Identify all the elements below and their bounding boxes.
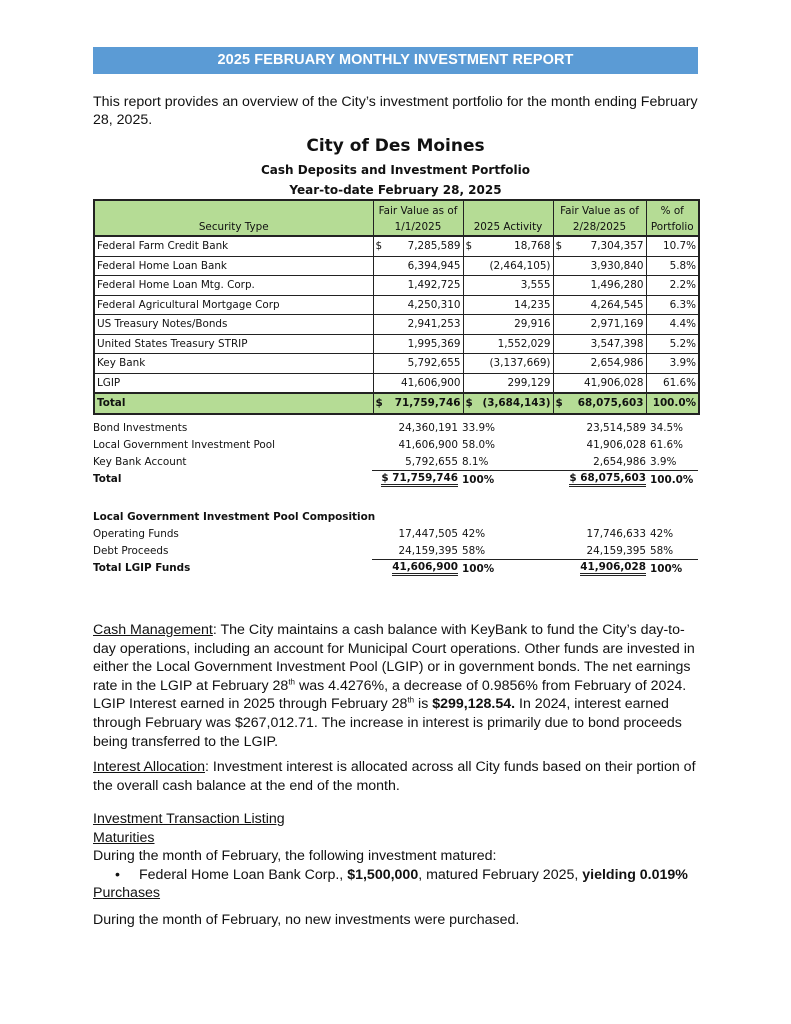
currency-symbol: $ bbox=[465, 397, 473, 410]
cell-value: 7,285,589 bbox=[407, 240, 461, 253]
cell-activity bbox=[463, 256, 553, 276]
header-pct: % of Portfolio bbox=[646, 200, 699, 236]
value-start bbox=[372, 419, 462, 436]
value-end bbox=[552, 471, 650, 489]
cell-fv-start bbox=[373, 393, 463, 414]
cell-value: (3,137,669) bbox=[489, 357, 551, 370]
value-start bbox=[372, 542, 462, 560]
cell-value: 3,547,398 bbox=[590, 337, 644, 350]
value-end bbox=[552, 525, 650, 542]
row-label: Total bbox=[93, 473, 122, 486]
pct-end: 58% bbox=[650, 544, 674, 557]
transactions-section bbox=[93, 810, 703, 930]
portfolio-header-row bbox=[94, 200, 699, 236]
pct-start: 100% bbox=[462, 471, 552, 489]
intro-paragraph: This report provides an overview of the City’s investment portfolio for the month ending February 28, 2025. bbox=[93, 94, 698, 128]
cell-value: 1,995,369 bbox=[407, 337, 461, 350]
report-banner: 2025 FEBRUARY MONTHLY INVESTMENT REPORT bbox=[93, 47, 698, 74]
cell-value: 68,075,603 bbox=[577, 397, 644, 410]
value-text: 24,159,395 bbox=[586, 544, 646, 557]
cell-value: 2,654,986 bbox=[590, 357, 644, 370]
value-text: 41,906,028 bbox=[586, 438, 646, 451]
pct-end: 3.9% bbox=[650, 455, 677, 468]
cell-pct: 2.2% bbox=[646, 276, 699, 296]
cell-value: 1,552,029 bbox=[497, 337, 551, 350]
header-security-type: Security Type bbox=[94, 200, 373, 236]
cell-value: 71,759,746 bbox=[394, 397, 461, 410]
cell-pct: 6.3% bbox=[646, 295, 699, 315]
cell-fv-end bbox=[553, 295, 646, 315]
value-end bbox=[552, 436, 650, 453]
portfolio-row bbox=[94, 236, 699, 256]
cell-activity bbox=[463, 276, 553, 296]
pct-end: 61.6% bbox=[650, 438, 684, 451]
portfolio-row bbox=[94, 276, 699, 296]
portfolio-row bbox=[94, 354, 699, 374]
header-fv-end: Fair Value as of 2/28/2025 bbox=[553, 200, 646, 236]
row-label: Operating Funds bbox=[93, 527, 179, 540]
cell-fv-start bbox=[373, 315, 463, 335]
cell-pct: 100.0% bbox=[646, 393, 699, 414]
header-fv-start: Fair Value as of 1/1/2025 bbox=[373, 200, 463, 236]
pct-end: 34.5% bbox=[650, 421, 684, 434]
value-start bbox=[372, 436, 462, 453]
value-text: 5,792,655 bbox=[405, 455, 458, 468]
cell-value: 3,555 bbox=[520, 279, 551, 292]
pct-start: 42% bbox=[462, 527, 486, 540]
value-text: 17,746,633 bbox=[586, 527, 646, 540]
purchases-text: During the month of February, no new investments were purchased. bbox=[93, 911, 520, 928]
cell-fv-start bbox=[373, 295, 463, 315]
cell-fv-end bbox=[553, 236, 646, 256]
summary-row bbox=[93, 453, 698, 471]
pct-end: 100.0% bbox=[650, 471, 698, 489]
maturity-amount: $1,500,000 bbox=[347, 866, 419, 883]
cell-pct: 5.8% bbox=[646, 256, 699, 276]
cell-value: 2,941,253 bbox=[407, 318, 461, 331]
cell-pct: 4.4% bbox=[646, 315, 699, 335]
value-text: 24,360,191 bbox=[398, 421, 458, 434]
currency-symbol: $ bbox=[555, 397, 563, 410]
report-titles bbox=[93, 134, 698, 200]
portfolio-row bbox=[94, 315, 699, 335]
value-text: $ 71,759,746 bbox=[381, 472, 458, 487]
value-text: 2,654,986 bbox=[593, 455, 646, 468]
org-title: City of Des Moines bbox=[306, 136, 485, 156]
value-start bbox=[372, 471, 462, 489]
cell-value: 4,264,545 bbox=[590, 298, 644, 311]
currency-symbol: $ bbox=[465, 240, 473, 253]
cell-fv-start bbox=[373, 354, 463, 374]
summary-total-row bbox=[93, 471, 698, 489]
cell-activity bbox=[463, 315, 553, 335]
value-start bbox=[372, 560, 462, 578]
maturity-yield: yielding 0.019% bbox=[582, 866, 688, 883]
cell-pct: 3.9% bbox=[646, 354, 699, 374]
cell-value: 299,129 bbox=[507, 376, 551, 389]
cell-fv-start bbox=[373, 276, 463, 296]
portfolio-row bbox=[94, 256, 699, 276]
cell-security-type: LGIP bbox=[94, 373, 373, 393]
cell-value: 3,930,840 bbox=[590, 259, 644, 272]
cell-value: 5,792,655 bbox=[407, 357, 461, 370]
header-activity: 2025 Activity bbox=[463, 200, 553, 236]
cash-management-heading: Cash Management bbox=[93, 622, 213, 638]
interest-earned-2025: $299,128.54. bbox=[432, 696, 516, 713]
value-text: 17,447,505 bbox=[398, 527, 458, 540]
value-start bbox=[372, 453, 462, 471]
cell-value: 4,250,310 bbox=[407, 298, 461, 311]
summary-row bbox=[93, 419, 698, 436]
bullet-icon: • bbox=[115, 866, 120, 883]
value-text: 41,606,900 bbox=[392, 561, 458, 576]
cell-fv-end bbox=[553, 354, 646, 374]
maturities-heading: Maturities bbox=[93, 829, 155, 846]
summary-row bbox=[93, 525, 698, 542]
transactions-heading: Investment Transaction Listing bbox=[93, 811, 285, 827]
cell-security-type: US Treasury Notes/Bonds bbox=[94, 315, 373, 335]
cell-activity bbox=[463, 373, 553, 393]
cell-pct: 5.2% bbox=[646, 334, 699, 354]
currency-symbol: $ bbox=[555, 240, 563, 253]
portfolio-row bbox=[94, 334, 699, 354]
cell-activity bbox=[463, 393, 553, 414]
cell-activity bbox=[463, 295, 553, 315]
pct-start: 100% bbox=[462, 560, 552, 578]
cell-value: 1,492,725 bbox=[407, 279, 461, 292]
cell-value: 29,916 bbox=[514, 318, 551, 331]
cell-fv-end bbox=[553, 373, 646, 393]
cell-activity bbox=[463, 334, 553, 354]
value-text: 41,606,900 bbox=[398, 438, 458, 451]
cell-value: (3,684,143) bbox=[482, 397, 551, 410]
lgip-heading-row bbox=[93, 508, 698, 525]
currency-symbol: $ bbox=[375, 240, 383, 253]
pct-start: 58% bbox=[462, 544, 486, 557]
cell-value: 2,971,169 bbox=[590, 318, 644, 331]
value-text: 24,159,395 bbox=[398, 544, 458, 557]
cell-fv-end bbox=[553, 256, 646, 276]
summary-table bbox=[93, 419, 698, 488]
row-label: Total LGIP Funds bbox=[93, 562, 191, 575]
cell-security-type: Key Bank bbox=[94, 354, 373, 374]
cell-fv-start bbox=[373, 236, 463, 256]
row-label: Local Government Investment Pool bbox=[93, 438, 275, 451]
value-end bbox=[552, 453, 650, 471]
cell-activity bbox=[463, 354, 553, 374]
summary-total-row bbox=[93, 560, 698, 578]
portfolio-row bbox=[94, 373, 699, 393]
value-start bbox=[372, 525, 462, 542]
purchases-heading: Purchases bbox=[93, 885, 161, 902]
cell-fv-end bbox=[553, 315, 646, 335]
cell-value: (2,464,105) bbox=[489, 259, 551, 272]
maturity-list-item: • Federal Home Loan Bank Corp., $1,500,000, matured February 2025, yielding 0.019% bbox=[115, 866, 688, 883]
cell-value: 6,394,945 bbox=[407, 259, 461, 272]
cell-security-type: Federal Farm Credit Bank bbox=[94, 236, 373, 256]
pct-end: 100% bbox=[650, 560, 698, 578]
pct-start: 58.0% bbox=[462, 438, 496, 451]
cell-fv-start bbox=[373, 334, 463, 354]
cell-value: 41,606,900 bbox=[401, 376, 461, 389]
pct-start: 8.1% bbox=[462, 455, 489, 468]
cell-security-type: Total bbox=[94, 393, 373, 414]
row-label: Debt Proceeds bbox=[93, 544, 169, 557]
pct-start: 33.9% bbox=[462, 421, 496, 434]
cell-fv-end bbox=[553, 334, 646, 354]
cash-management-paragraph: Cash Management: The City maintains a cash balance with KeyBank to fund the City’s day-to-day operations, including an account for Municipal Court operations. Other funds are invested in either the Local Government Investment Pool (LGIP) or in government bonds. The net earnings rate in the LGIP at February 28th was 4.4276%, a decrease of 0.9856% from February of 2024. LGIP Interest earned in 2025 through February 28th is $299,128.54. In 2024, interest earned through February was $267,012.71. The increase in interest is primarily due to bond proceeds being transferred to the LGIP. bbox=[93, 622, 695, 750]
value-end bbox=[552, 542, 650, 560]
cell-activity bbox=[463, 236, 553, 256]
cell-security-type: Federal Home Loan Mtg. Corp. bbox=[94, 276, 373, 296]
value-end bbox=[552, 419, 650, 436]
currency-symbol: $ bbox=[375, 397, 383, 410]
cell-fv-start bbox=[373, 373, 463, 393]
cell-value: 18,768 bbox=[514, 240, 551, 253]
cell-fv-start bbox=[373, 256, 463, 276]
interest-allocation-paragraph: Interest Allocation: Investment interest is allocated across all City funds based on their portion of the overall cash balance at the end of the month. bbox=[93, 759, 696, 794]
cell-value: 7,304,357 bbox=[590, 240, 644, 253]
cell-fv-end bbox=[553, 276, 646, 296]
value-text: 41,906,028 bbox=[580, 561, 646, 576]
lgip-composition-table bbox=[93, 508, 698, 577]
cell-pct: 10.7% bbox=[646, 236, 699, 256]
cell-pct: 61.6% bbox=[646, 373, 699, 393]
summary-row bbox=[93, 542, 698, 560]
cell-fv-end bbox=[553, 393, 646, 414]
portfolio-table bbox=[93, 199, 700, 415]
value-text: 23,514,589 bbox=[586, 421, 646, 434]
cell-security-type: Federal Home Loan Bank bbox=[94, 256, 373, 276]
cell-security-type: Federal Agricultural Mortgage Corp bbox=[94, 295, 373, 315]
maturities-intro: During the month of February, the following investment matured: bbox=[93, 848, 497, 865]
value-end bbox=[552, 560, 650, 578]
report-period: Year-to-date February 28, 2025 bbox=[289, 183, 502, 197]
portfolio-row bbox=[94, 295, 699, 315]
summary-row bbox=[93, 436, 698, 453]
report-subtitle: Cash Deposits and Investment Portfolio bbox=[261, 163, 530, 177]
cell-value: 14,235 bbox=[514, 298, 551, 311]
lgip-composition-heading: Local Government Investment Pool Composition bbox=[93, 510, 376, 523]
interest-allocation-heading: Interest Allocation bbox=[93, 759, 205, 775]
value-text: $ 68,075,603 bbox=[569, 472, 646, 487]
cell-security-type: United States Treasury STRIP bbox=[94, 334, 373, 354]
cell-value: 41,906,028 bbox=[584, 376, 644, 389]
pct-end: 42% bbox=[650, 527, 674, 540]
portfolio-total-row bbox=[94, 393, 699, 414]
row-label: Bond Investments bbox=[93, 421, 188, 434]
row-label: Key Bank Account bbox=[93, 455, 187, 468]
cell-value: 1,496,280 bbox=[590, 279, 644, 292]
